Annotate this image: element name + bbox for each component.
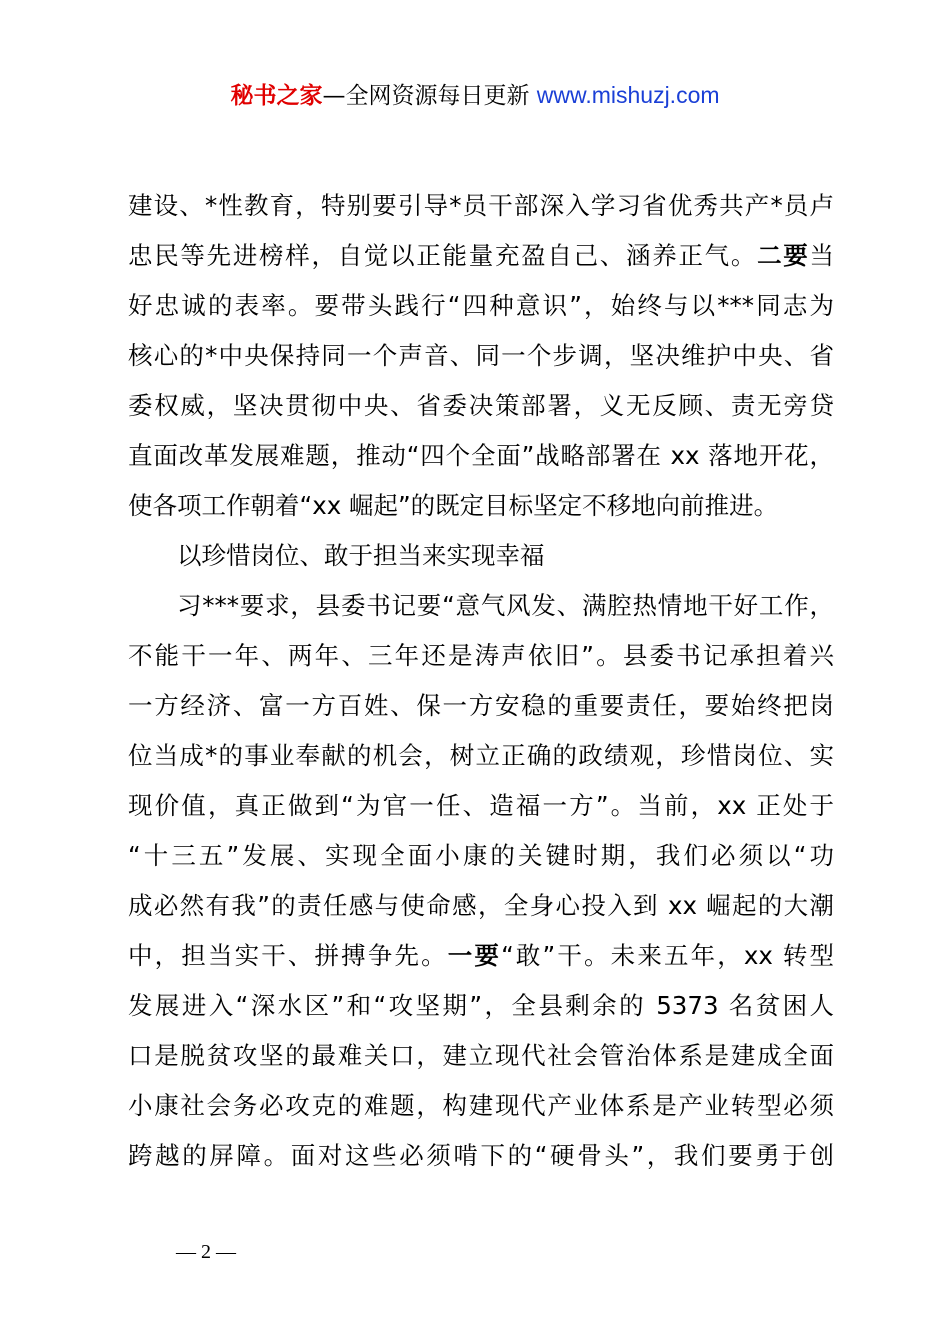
body-line: 发展进入“深水区”和“攻坚期”，全县剩余的 5373 名贫困人: [128, 991, 834, 1020]
body-line: 建设、*性教育，特别要引导*员干部深入学习省优秀共产*员卢: [128, 191, 834, 220]
body-text-segment: 当: [809, 241, 835, 270]
body-line: 小康社会务必攻克的难题，构建现代产业体系是产业转型必须: [128, 1091, 834, 1120]
document-body: [128, 181, 834, 1181]
body-line: 委权威，坚决贯彻中央、省委决策部署，义无反顾、责无旁贷: [128, 391, 834, 420]
body-line: 位当成*的事业奉献的机会，树立正确的政绩观，珍惜岗位、实: [128, 741, 834, 770]
page-number: — 2 —: [176, 1241, 236, 1263]
body-line: 不能干一年、两年、三年还是涛声依旧”。县委书记承担着兴: [128, 641, 834, 670]
point-marker-two: 二要: [757, 241, 810, 270]
section-heading: 以珍惜岗位、敢于担当来实现幸福: [177, 541, 545, 570]
site-header: [0, 78, 950, 113]
body-line: 好忠诚的表率。要带头践行“四种意识”，始终与以***同志为: [128, 291, 834, 320]
body-line: 成必然有我”的责任感与使命感，全身心投入到 xx 崛起的大潮: [128, 891, 834, 920]
body-line: [128, 231, 834, 281]
body-line: 跨越的屏障。面对这些必须啃下的“硬骨头”，我们要勇于创: [128, 1141, 834, 1170]
body-text-segment: “敢”干。未来五年，xx 转型: [501, 941, 834, 970]
body-line: 直面改革发展难题，推动“四个全面”战略部署在 xx 落地开花，: [128, 441, 834, 470]
body-line: [128, 931, 834, 981]
body-line: 习***要求，县委书记要“意气风发、满腔热情地干好工作，: [177, 591, 834, 620]
body-line: 核心的*中央保持同一个声音、同一个步调，坚决维护中央、省: [128, 341, 834, 370]
point-marker-one: 一要: [447, 941, 502, 970]
site-url-link[interactable]: www.mishuzj.com: [536, 82, 720, 108]
body-line: 现价值，真正做到“为官一任、造福一方”。当前，xx 正处于: [128, 791, 834, 820]
body-line: 口是脱贫攻坚的最难关口，建立现代社会管治体系是建成全面: [128, 1041, 834, 1070]
site-brand: 秘书之家: [230, 83, 323, 109]
site-tagline: —全网资源每日更新: [322, 83, 530, 109]
body-line: 一方经济、富一方百姓、保一方安稳的重要责任，要始终把岗: [128, 691, 834, 720]
body-line: 使各项工作朝着“xx 崛起”的既定目标坚定不移地向前推进。: [128, 491, 779, 520]
body-text-segment: 中，担当实干、拼搏争先。: [128, 941, 448, 970]
body-text-segment: 忠民等先进榜样，自觉以正能量充盈自己、涵养正气。: [128, 241, 758, 270]
body-line: “十三五”发展、实现全面小康的关键时期，我们必须以“功: [128, 841, 834, 870]
